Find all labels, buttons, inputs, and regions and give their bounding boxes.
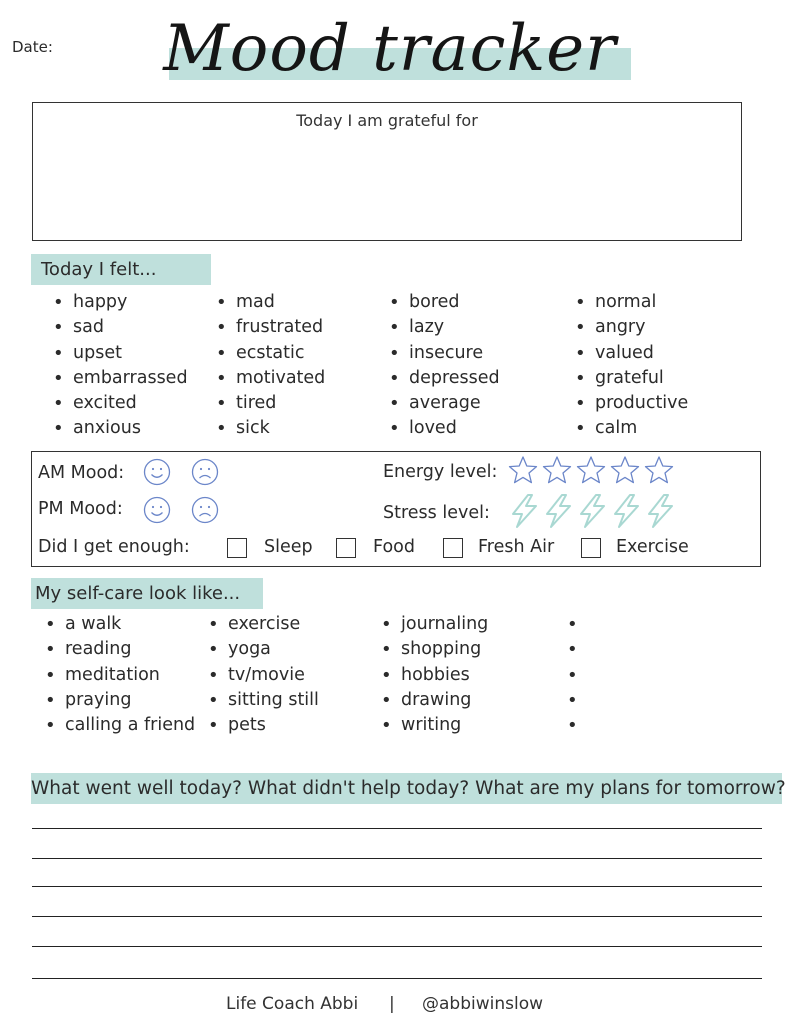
felt-item: • motivated — [216, 366, 325, 391]
felt-item: • sad — [53, 315, 188, 340]
writing-line[interactable] — [32, 858, 762, 859]
selfcare-item: • meditation — [45, 663, 195, 688]
am-frown-icon[interactable] — [191, 458, 219, 486]
writing-line[interactable] — [32, 978, 762, 979]
felt-item: • upset — [53, 341, 188, 366]
grateful-box[interactable] — [32, 102, 742, 241]
selfcare-blank-item[interactable] — [567, 713, 587, 738]
food-label: Food — [373, 537, 415, 557]
felt-item: • ecstatic — [216, 341, 325, 366]
page-title: Mood tracker — [163, 12, 617, 86]
stress-lightning-icon[interactable] — [542, 494, 574, 528]
selfcare-column-1 — [45, 612, 195, 738]
felt-item: • calm — [575, 416, 688, 441]
footer-brand: Life Coach Abbi — [226, 994, 359, 1014]
sleep-checkbox[interactable] — [227, 538, 247, 558]
sleep-label: Sleep — [264, 537, 313, 557]
felt-column-1 — [53, 290, 188, 442]
fresh-air-checkbox[interactable] — [443, 538, 463, 558]
stress-lightning-icon[interactable] — [576, 494, 608, 528]
felt-item: • lazy — [389, 315, 500, 340]
felt-item: • insecure — [389, 341, 500, 366]
felt-item: • depressed — [389, 366, 500, 391]
stress-level-label: Stress level: — [383, 503, 490, 523]
reflection-question: What went well today? What didn't help today? What are my plans for tomorrow? — [31, 773, 782, 804]
felt-item: • angry — [575, 315, 688, 340]
writing-line[interactable] — [32, 916, 762, 917]
selfcare-column-3 — [381, 612, 488, 738]
felt-item: • tired — [216, 391, 325, 416]
selfcare-item: • sitting still — [208, 688, 319, 713]
selfcare-column-2 — [208, 612, 319, 738]
felt-item: • embarrassed — [53, 366, 188, 391]
felt-item: • frustrated — [216, 315, 325, 340]
selfcare-item: • journaling — [381, 612, 488, 637]
felt-item: • bored — [389, 290, 500, 315]
footer-separator: | — [389, 994, 395, 1014]
selfcare-item: • praying — [45, 688, 195, 713]
pm-smile-icon[interactable] — [143, 496, 171, 524]
pm-mood-label: PM Mood: — [38, 499, 123, 519]
date-label: Date: — [12, 38, 53, 56]
felt-column-3 — [389, 290, 500, 442]
writing-line[interactable] — [32, 886, 762, 887]
footer-handle: @abbiwinslow — [422, 994, 544, 1014]
selfcare-blank-item[interactable] — [567, 688, 587, 713]
fresh-air-label: Fresh Air — [478, 537, 555, 557]
felt-item: • anxious — [53, 416, 188, 441]
writing-line[interactable] — [32, 828, 762, 829]
am-smile-icon[interactable] — [143, 458, 171, 486]
selfcare-item: • hobbies — [381, 663, 488, 688]
felt-item: • grateful — [575, 366, 688, 391]
energy-level-label: Energy level: — [383, 462, 498, 482]
enough-label: Did I get enough: — [38, 537, 190, 557]
felt-column-2 — [216, 290, 325, 442]
pm-frown-icon[interactable] — [191, 496, 219, 524]
felt-item: • happy — [53, 290, 188, 315]
stress-lightning-icon[interactable] — [644, 494, 676, 528]
felt-item: • productive — [575, 391, 688, 416]
felt-heading: Today I felt... — [31, 254, 211, 285]
felt-item: • valued — [575, 341, 688, 366]
energy-star-icon[interactable] — [576, 455, 606, 485]
felt-item: • average — [389, 391, 500, 416]
selfcare-blank-item[interactable] — [567, 663, 587, 688]
energy-star-icon[interactable] — [610, 455, 640, 485]
selfcare-item: • drawing — [381, 688, 488, 713]
felt-column-4 — [575, 290, 688, 442]
writing-line[interactable] — [32, 946, 762, 947]
selfcare-item: • exercise — [208, 612, 319, 637]
selfcare-heading: My self-care look like... — [31, 578, 263, 609]
selfcare-item: • reading — [45, 637, 195, 662]
felt-item: • sick — [216, 416, 325, 441]
am-mood-label: AM Mood: — [38, 463, 125, 483]
felt-item: • loved — [389, 416, 500, 441]
food-checkbox[interactable] — [336, 538, 356, 558]
felt-item: • excited — [53, 391, 188, 416]
selfcare-column-4 — [567, 612, 587, 738]
selfcare-item: • calling a friend — [45, 713, 195, 738]
felt-item: • mad — [216, 290, 325, 315]
felt-item: • normal — [575, 290, 688, 315]
selfcare-item: • a walk — [45, 612, 195, 637]
energy-star-icon[interactable] — [542, 455, 572, 485]
exercise-label: Exercise — [616, 537, 689, 557]
grateful-label: Today I am grateful for — [296, 111, 478, 130]
selfcare-item: • writing — [381, 713, 488, 738]
energy-star-icon[interactable] — [644, 455, 674, 485]
exercise-checkbox[interactable] — [581, 538, 601, 558]
selfcare-item: • tv/movie — [208, 663, 319, 688]
selfcare-item: • yoga — [208, 637, 319, 662]
selfcare-blank-item[interactable] — [567, 637, 587, 662]
selfcare-item: • pets — [208, 713, 319, 738]
stress-lightning-icon[interactable] — [508, 494, 540, 528]
energy-star-icon[interactable] — [508, 455, 538, 485]
stress-lightning-icon[interactable] — [610, 494, 642, 528]
selfcare-blank-item[interactable] — [567, 612, 587, 637]
selfcare-item: • shopping — [381, 637, 488, 662]
